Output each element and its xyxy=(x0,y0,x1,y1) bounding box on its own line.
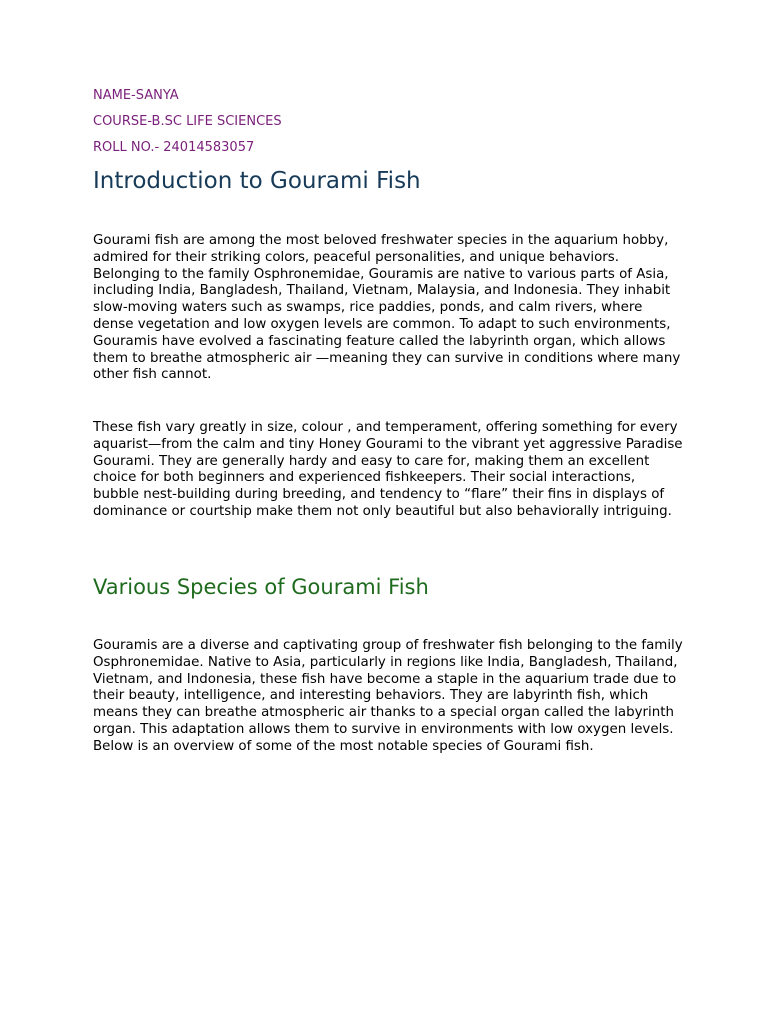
student-course: COURSE-B.SC LIFE SCIENCES xyxy=(93,114,282,129)
section-heading-introduction: Introduction to Gourami Fish xyxy=(93,168,421,194)
species-paragraph-1: Gouramis are a diverse and captivating group of freshwater fish belonging to the family Osphronemidae. Native to Asia, particularly in regions like India, Bangladesh, Thailand, Vietnam, and Indonesia, these fish have become a staple in the aquarium trade due to their beauty, intelligence, and interesting behaviors. They are labyrinth fish, which means they can breathe atmospheric air thanks to a special organ called the labyrinth organ. This adaptation allows them to survive in environments with low oxygen levels. Below is an overview of some of the most notable species of Gourami fish. xyxy=(93,638,683,754)
intro-paragraph-1: Gourami fish are among the most beloved freshwater species in the aquarium hobby, admired for their striking colors, peaceful personalities, and unique behaviors. Belonging to the family Osphronemidae, Gouramis are native to various parts of Asia, including India, Bangladesh, Thailand, Vietnam, Malaysia, and Indonesia. They inhabit slow-moving waters such as swamps, rice paddies, ponds, and calm rivers, where dense vegetation and low oxygen levels are common. To adapt to such environments, Gouramis have evolved a fascinating feature called the labyrinth organ, which allows them to breathe atmospheric air —meaning they can survive in conditions where many other fish cannot. xyxy=(93,233,681,383)
student-name: NAME-SANYA xyxy=(93,88,179,103)
student-roll-number: ROLL NO.- 24014583057 xyxy=(93,140,255,155)
intro-paragraph-2: These fish vary greatly in size, colour , and temperament, offering something for every aquarist—from the calm and tiny Honey Gourami to the vibrant yet aggressive Paradise Gourami. They are generally hardy and easy to care for, making them an excellent choice for both beginners and experienced fishkeepers. Their social interactions, bubble nest-building during breeding, and tendency to “flare” their fins in displays of dominance or courtship make them not only beautiful but also behaviorally intriguing. xyxy=(93,420,683,519)
section-heading-species: Various Species of Gourami Fish xyxy=(93,575,429,599)
